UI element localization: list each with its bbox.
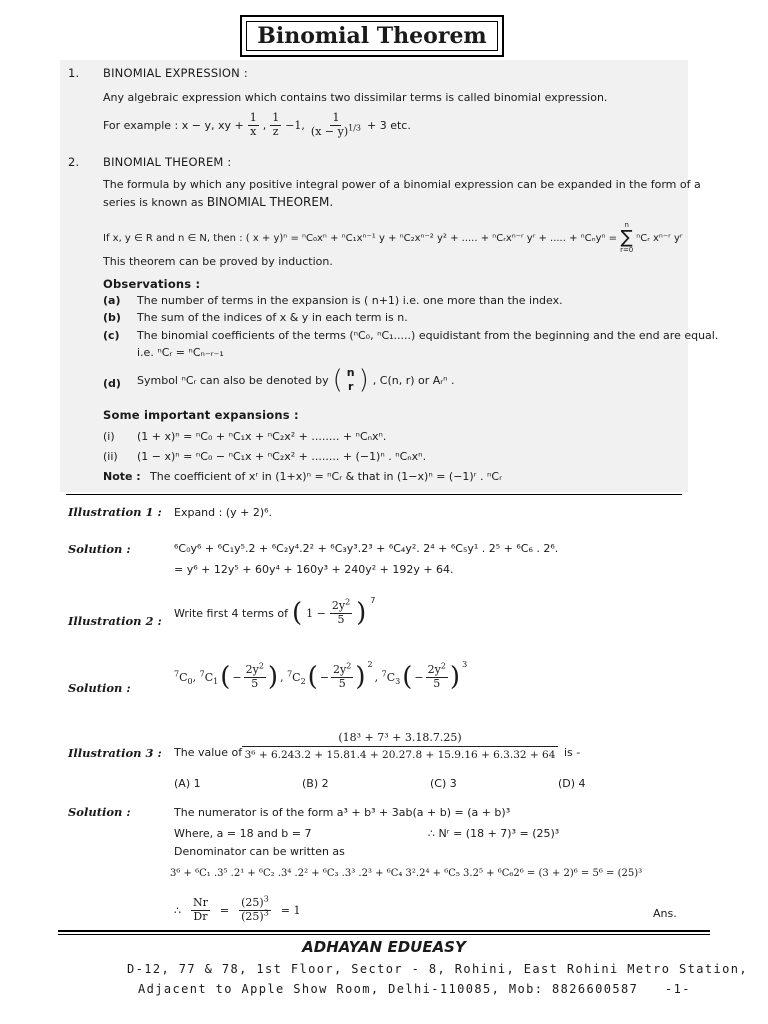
illustration-3-is: is - <box>564 746 581 759</box>
frac-1-over-x: $\frac{1}{x}$ <box>249 111 257 138</box>
sol2-frac-1: $\frac{2y^2}{5}$ <box>245 661 264 690</box>
note-label: Note : <box>103 470 141 483</box>
solution-3-line-3: Denominator can be written as <box>174 845 345 858</box>
ratio-25-cubed: $\frac{(25)^3}{(25)^3}$ <box>241 894 269 923</box>
obs-c-text: The binomial coefficients of the terms (ⁿC₀, ⁿC₁.....) equidistant from the beginning and the end are equal. <box>137 329 719 342</box>
expansion-ii-text: (1 − x)ⁿ = ⁿC₀ − ⁿC₁x + ⁿC₂x² + ........ + (−1)ⁿ . ⁿCₙxⁿ. <box>137 450 427 463</box>
obs-c-ie: i.e. ⁿCᵣ = ⁿCₙ₋ᵣ₋₁ <box>137 346 224 359</box>
illustration-1-question: Expand : (y + 2)⁶. <box>174 506 273 519</box>
illustration-2-question: Write first 4 terms of ( 1 − $\frac{2y^2}{5}$ ) $^7$ <box>174 596 376 629</box>
formula-sum-term: ⁿCᵣ xⁿ⁻ʳ yʳ <box>636 232 683 244</box>
obs-b-label: (b) <box>103 311 121 324</box>
page-number: -1- <box>665 982 691 996</box>
binom-n-r: n r <box>346 366 355 394</box>
footer-org-name: ADHAYAN EDUEASY <box>302 938 466 956</box>
solution-2-label: Solution : <box>68 681 131 695</box>
solution-3-label: Solution : <box>68 805 131 819</box>
illustration-2-text: Write first 4 terms of <box>174 606 288 620</box>
nr-over-dr: $\frac{Nr}{Dr}$ <box>193 896 208 923</box>
illustration-3-question: The value of <box>174 746 243 759</box>
obs-c-label: (c) <box>103 329 120 342</box>
answer-label: Ans. <box>653 907 677 920</box>
body-2-bold: BINOMIAL THEOREM. <box>206 195 334 209</box>
obs-a-text: The number of terms in the expansion is ( n+1) i.e. one more than the index. <box>137 294 563 307</box>
solution-3-final: ∴ $\frac{Nr}{Dr}$ = $\frac{(25)^3}{(25)^3}$ = 1 <box>174 894 301 923</box>
expansion-i-label: (i) <box>103 430 115 443</box>
obs-d-text: Symbol ⁿCᵣ can also be denoted by ( n r ) , C(n, r) or Aᵣⁿ . <box>137 365 455 396</box>
obs-d-prefix: Symbol ⁿCᵣ can also be denoted by <box>137 373 329 387</box>
frac-1-over-xy: $\frac{1}{(x - y)^{1/3}}$ <box>310 111 361 138</box>
solution-3-line-4: 3⁶ + ⁶C₁ .3⁵ .2¹ + ⁶C₂ .3⁴ .2² + ⁶C₃ .3³ .2³ + ⁶C₄ 3².2⁴ + ⁶C₅ 3.2⁵ + ⁶C₆2⁶ = (3 + 2)⁶ = 5⁶ = (25)³ <box>170 868 643 879</box>
footer-rule-bottom <box>58 934 710 935</box>
formula-text: If x, y ∈ R and n ∈ N, then : ( x + y)ⁿ = ⁿC₀xⁿ + ⁿC₁xⁿ⁻¹ y + ⁿC₂xⁿ⁻² y² + ..... + ⁿCᵣxⁿ⁻ʳ yʳ + ..... + ⁿCₙyⁿ = <box>103 232 618 244</box>
solution-3-line-1: The numerator is of the form a³ + b³ + 3ab(a + b) = (a + b)³ <box>174 806 511 819</box>
therefore-symbol: ∴ <box>174 903 181 917</box>
solution-1-line-2: = y⁶ + 12y⁵ + 60y⁴ + 160y³ + 240y² + 192y + 64. <box>174 563 454 576</box>
section-2-proof: This theorem can be proved by induction. <box>103 255 333 268</box>
option-a: (A) 1 <box>174 777 201 790</box>
expansion-ii-label: (ii) <box>103 450 118 463</box>
section-1-body: Any algebraic expression which contains two dissimilar terms is called binomial expression. <box>103 91 608 104</box>
footer-address-line-2: Adjacent to Apple Show Room, Delhi-110085, Mob: 8826600587 <box>138 982 639 996</box>
sol2-frac-3: $\frac{2y^2}{5}$ <box>427 661 446 690</box>
solution-3-numerator-value: ∴ Nʳ = (18 + 7)³ = (25)³ <box>428 827 560 840</box>
section-2-heading: BINOMIAL THEOREM : <box>103 155 232 169</box>
section-2-body-2 <box>103 195 333 209</box>
section-2-number: 2. <box>68 155 80 169</box>
frac-2y2-over-5: $\frac{2y^2}{5}$ <box>331 597 351 626</box>
obs-d-suffix: , C(n, r) or Aᵣⁿ . <box>372 373 455 387</box>
expansion-i-text: (1 + x)ⁿ = ⁿC₀ + ⁿC₁x + ⁿC₂x² + ........ + ⁿCₙxⁿ. <box>137 430 387 443</box>
footer-address-line-1: D-12, 77 & 78, 1st Floor, Sector - 8, Rohini, East Rohini Metro Station, <box>127 962 748 976</box>
ill3-numerator: (18³ + 7³ + 3.18.7.25) <box>242 731 558 747</box>
note-text: The coefficient of xʳ in (1+x)ⁿ = ⁿCᵣ & that in (1−x)ⁿ = (−1)ʳ . ⁿCᵣ <box>150 470 502 483</box>
section-2-body-1: The formula by which any positive integral power of a binomial expression can be expanded in the form of a <box>103 178 701 191</box>
section-divider <box>66 494 682 495</box>
illustration-3-fraction <box>242 731 558 761</box>
option-d: (D) 4 <box>558 777 586 790</box>
obs-a-label: (a) <box>103 294 121 307</box>
ill3-denominator: 3⁶ + 6.243.2 + 15.81.4 + 20.27.8 + 15.9.16 + 6.3.32 + 64 <box>244 749 556 761</box>
section-1-number: 1. <box>68 66 80 80</box>
observations-heading: Observations : <box>103 277 201 291</box>
title-box <box>240 15 504 57</box>
obs-d-label: (d) <box>103 377 121 390</box>
solution-1-line-1: ⁶C₀y⁶ + ⁶C₁y⁵.2 + ⁶C₂y⁴.2² + ⁶C₃y³.2³ + ⁶C₄y². 2⁴ + ⁶C₅y¹ . 2⁵ + ⁶C₆ . 2⁶. <box>174 542 559 555</box>
binomial-formula <box>103 222 682 254</box>
body-2-text: series is known as <box>103 196 207 209</box>
solution-2-terms: $^7C_0$, $^7C_1$ ( − $\frac{2y^2}{5}$ ) , $^7C_2$ ( − $\frac{2y^2}{5}$ ) $^2$ , $^7C_3$ ( − $\frac{2y^2}{5}$ ) $^3$ <box>174 660 468 693</box>
option-c: (C) 3 <box>430 777 457 790</box>
frac-1-over-z: $\frac{1}{z}$ <box>272 111 280 138</box>
illustration-1-label: Illustration 1 : <box>68 505 162 519</box>
illustration-2-label: Illustration 2 : <box>68 614 162 628</box>
illustration-3-label: Illustration 3 : <box>68 746 162 760</box>
solution-3-line-2: Where, a = 18 and b = 7 <box>174 827 312 840</box>
sol2-frac-2: $\frac{2y^2}{5}$ <box>333 661 352 690</box>
expansions-heading: Some important expansions : <box>103 408 299 422</box>
sigma-symbol: n ∑ r=0 <box>620 221 634 254</box>
solution-1-label: Solution : <box>68 542 131 556</box>
section-1-heading: BINOMIAL EXPRESSION : <box>103 66 248 80</box>
section-1-example: For example : x − y, xy + $\frac{1}{x}$ , $\frac{1}{z}$ −1, $\frac{1}{(x - y)^{1/3}}$ + 3 etc. <box>103 111 411 138</box>
footer-rule-top <box>58 930 710 932</box>
page-title: Binomial Theorem <box>246 21 498 51</box>
example-suffix: + 3 etc. <box>367 118 411 132</box>
option-b: (B) 2 <box>302 777 329 790</box>
obs-b-text: The sum of the indices of x & y in each term is n. <box>137 311 408 324</box>
example-prefix: For example : x − y, xy + <box>103 118 244 132</box>
